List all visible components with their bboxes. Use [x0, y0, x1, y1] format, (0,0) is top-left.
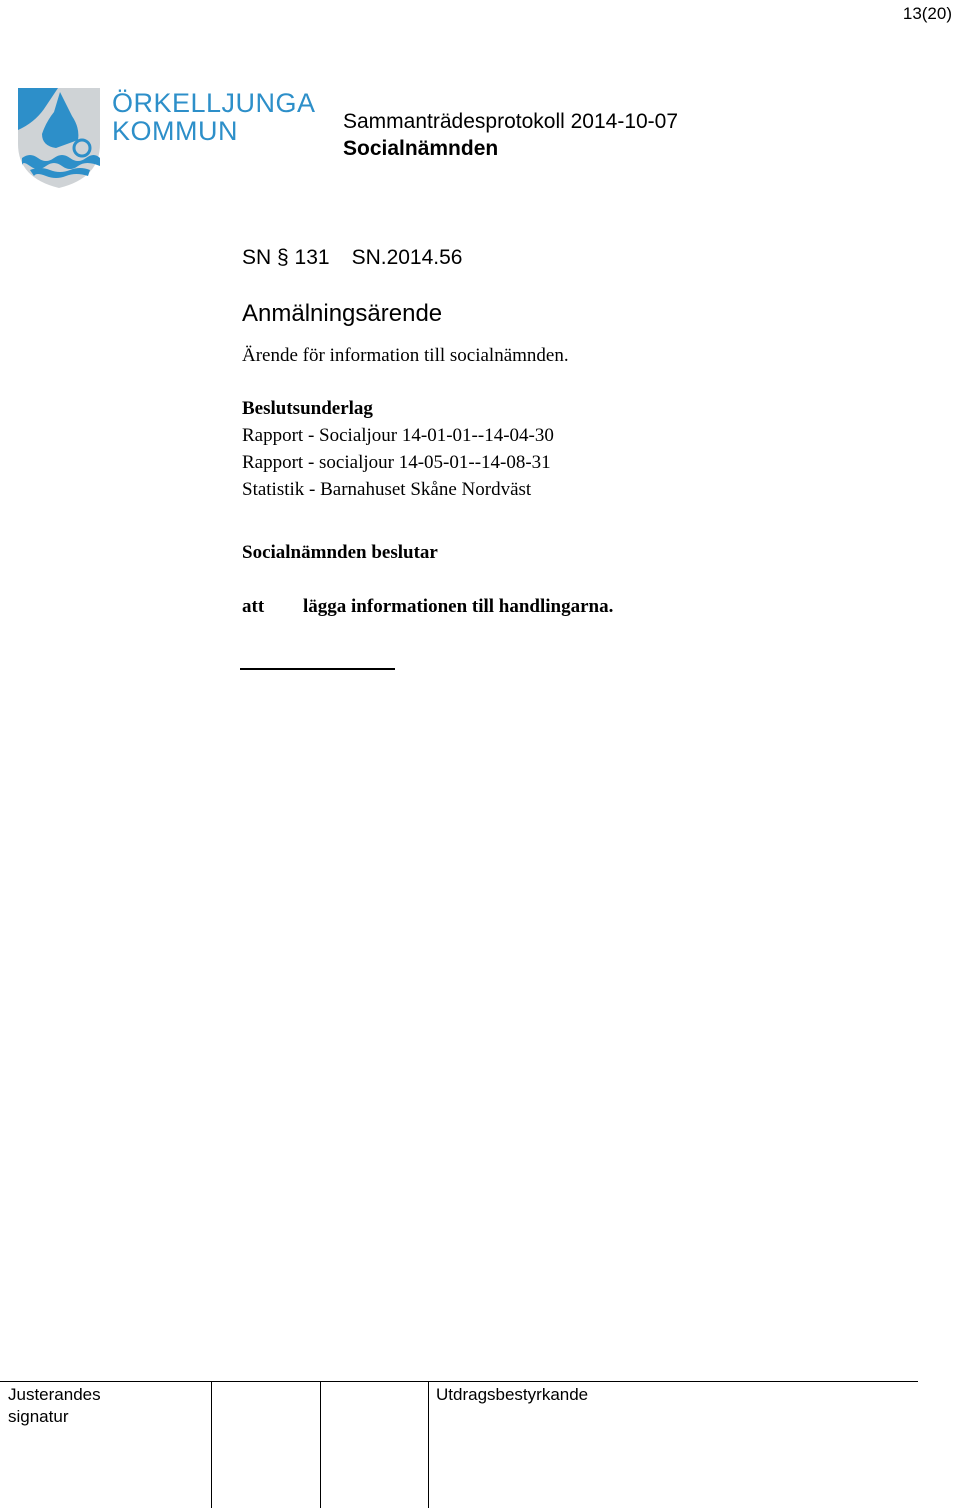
municipality-coat-of-arms-logo [16, 86, 102, 190]
basis-item: Rapport - socialjour 14-05-01--14-08-31 [242, 452, 551, 473]
section-end-rule [240, 668, 395, 670]
footer-signature-label: Justerandes [8, 1385, 101, 1404]
footer-rule [0, 1381, 918, 1382]
footer-certification-label: Utdragsbestyrkande [436, 1385, 589, 1404]
diary-number: SN.2014.56 [351, 246, 463, 269]
signature-box-divider [211, 1382, 212, 1508]
basis-item: Rapport - Socialjour 14-01-01--14-04-30 [242, 425, 554, 446]
logo-text-line1: ÖRKELLJUNGA [112, 88, 316, 118]
signature-box-divider [320, 1382, 321, 1508]
decision-heading: Socialnämnden beslutar [242, 542, 438, 563]
page-number: 13(20) [902, 4, 952, 23]
case-title: Anmälningsärende [242, 300, 443, 327]
committee-name: Socialnämnden [343, 137, 499, 160]
basis-item: Statistik - Barnahuset Skåne Nordväst [242, 479, 532, 500]
decision-att-label: att [242, 596, 265, 617]
case-reference [242, 246, 462, 270]
signature-box-divider [428, 1382, 429, 1508]
logo-text-line2: KOMMUN [112, 116, 238, 146]
paragraph-number: SN § 131 [242, 246, 330, 269]
basis-heading: Beslutsunderlag [242, 398, 373, 419]
protocol-title: Sammanträdesprotokoll 2014-10-07 [343, 110, 679, 133]
footer-signature-label-line2: signatur [8, 1407, 69, 1426]
case-description: Ärende för information till socialnämnden. [242, 345, 569, 366]
decision-text: lägga informationen till handlingarna. [303, 596, 614, 617]
